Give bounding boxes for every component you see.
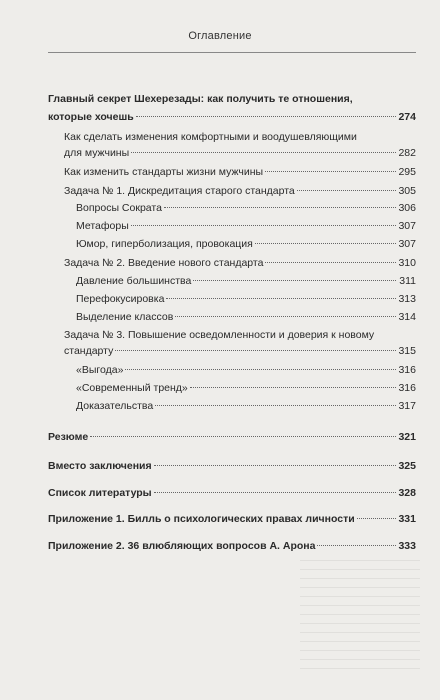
toc-item-text: «Выгода» <box>76 364 124 376</box>
toc-item-text: Выделение классов <box>76 311 174 323</box>
toc-item-text: Перефокусировка <box>76 293 165 305</box>
chapter-entry <box>48 110 416 124</box>
toc-item-text: Юмор, гиперболизация, провокация <box>76 238 253 250</box>
toc-section-title: Приложение 1. Билль о психологических правах личности <box>48 513 355 525</box>
toc-subitem <box>76 363 416 377</box>
toc-item-page: 305 <box>398 185 416 197</box>
toc-item-page: 315 <box>398 345 416 357</box>
toc-item-text: Вопросы Сократа <box>76 202 162 214</box>
leader-dots <box>357 518 396 519</box>
leader-dots <box>175 316 396 317</box>
leader-dots <box>90 436 396 437</box>
toc-item-text: Как изменить стандарты жизни мужчины <box>64 166 264 178</box>
toc-item-line1: Как сделать изменения комфортными и воодушевляющими <box>64 131 357 143</box>
toc-item-text: Давление большинства <box>76 275 192 287</box>
toc-item <box>64 184 416 198</box>
leader-dots <box>190 387 396 388</box>
toc-item-text: Задача № 2. Введение нового стандарта <box>64 257 264 269</box>
show-through-texture <box>300 560 420 670</box>
toc-item-line2: для мужчины <box>64 147 130 159</box>
leader-dots <box>164 207 396 208</box>
leader-dots <box>136 116 396 117</box>
leader-dots <box>297 190 396 191</box>
toc-section <box>48 430 416 444</box>
toc-section <box>48 459 416 473</box>
toc-section-page: 333 <box>398 540 416 552</box>
leader-dots <box>154 492 396 493</box>
toc-section-title: Приложение 2. 36 влюбляющих вопросов А. Арона <box>48 540 316 552</box>
toc-item-page: 295 <box>398 166 416 178</box>
toc-item <box>64 146 416 160</box>
toc-section-page: 321 <box>398 431 416 443</box>
toc-subitem <box>76 292 416 306</box>
header-rule <box>48 52 416 53</box>
toc-item-page: 307 <box>398 238 416 250</box>
toc-item-text: Метафоры <box>76 220 129 232</box>
toc-item-line2: стандарту <box>64 345 114 357</box>
leader-dots <box>166 298 396 299</box>
toc-item-page: 314 <box>398 311 416 323</box>
toc-subitem <box>76 274 416 288</box>
toc-item-page: 316 <box>398 382 416 394</box>
toc-item-text: Доказательства <box>76 400 154 412</box>
toc-subitem <box>76 237 416 251</box>
toc-subitem <box>76 219 416 233</box>
toc-item-page: 306 <box>398 202 416 214</box>
toc-item-page: 310 <box>398 257 416 269</box>
leader-dots <box>193 280 396 281</box>
leader-dots <box>125 369 396 370</box>
toc-section-page: 325 <box>398 460 416 472</box>
toc-section <box>48 539 416 553</box>
leader-dots <box>265 262 396 263</box>
toc-item <box>64 165 416 179</box>
page-header-title: Оглавление <box>188 30 252 42</box>
toc-item <box>64 344 416 358</box>
toc-item-page: 307 <box>398 220 416 232</box>
leader-dots <box>115 350 396 351</box>
toc-section-page: 328 <box>398 487 416 499</box>
leader-dots <box>317 545 396 546</box>
toc-section-title: Список литературы <box>48 487 152 499</box>
chapter-title-line2: которые хочешь <box>48 111 134 123</box>
toc-item-page: 316 <box>398 364 416 376</box>
toc-section-title: Вместо заключения <box>48 460 152 472</box>
toc-item <box>64 256 416 270</box>
leader-dots <box>131 152 396 153</box>
leader-dots <box>131 225 396 226</box>
toc-section-title: Резюме <box>48 431 89 443</box>
toc-section-page: 331 <box>398 513 416 525</box>
toc-item-page: 282 <box>398 147 416 159</box>
toc-subitem <box>76 399 416 413</box>
toc-item-line1: Задача № 3. Повышение осведомленности и доверия к новому <box>64 329 375 341</box>
leader-dots <box>155 405 396 406</box>
leader-dots <box>255 243 396 244</box>
toc-section <box>48 512 416 526</box>
toc-subitem <box>76 310 416 324</box>
toc-item-text: «Современный тренд» <box>76 382 188 394</box>
toc-item-page: 317 <box>398 400 416 412</box>
chapter-title-line1: Главный секрет Шехерезады: как получить те отношения, <box>48 93 353 105</box>
chapter-page: 274 <box>398 111 416 123</box>
leader-dots <box>154 465 396 466</box>
toc-subitem <box>76 201 416 215</box>
toc-section <box>48 486 416 500</box>
toc-item-text: Задача № 1. Дискредитация старого стандарта <box>64 185 295 197</box>
toc-item-page: 313 <box>398 293 416 305</box>
leader-dots <box>265 171 396 172</box>
toc-item-page: 311 <box>399 275 416 287</box>
toc-subitem <box>76 381 416 395</box>
